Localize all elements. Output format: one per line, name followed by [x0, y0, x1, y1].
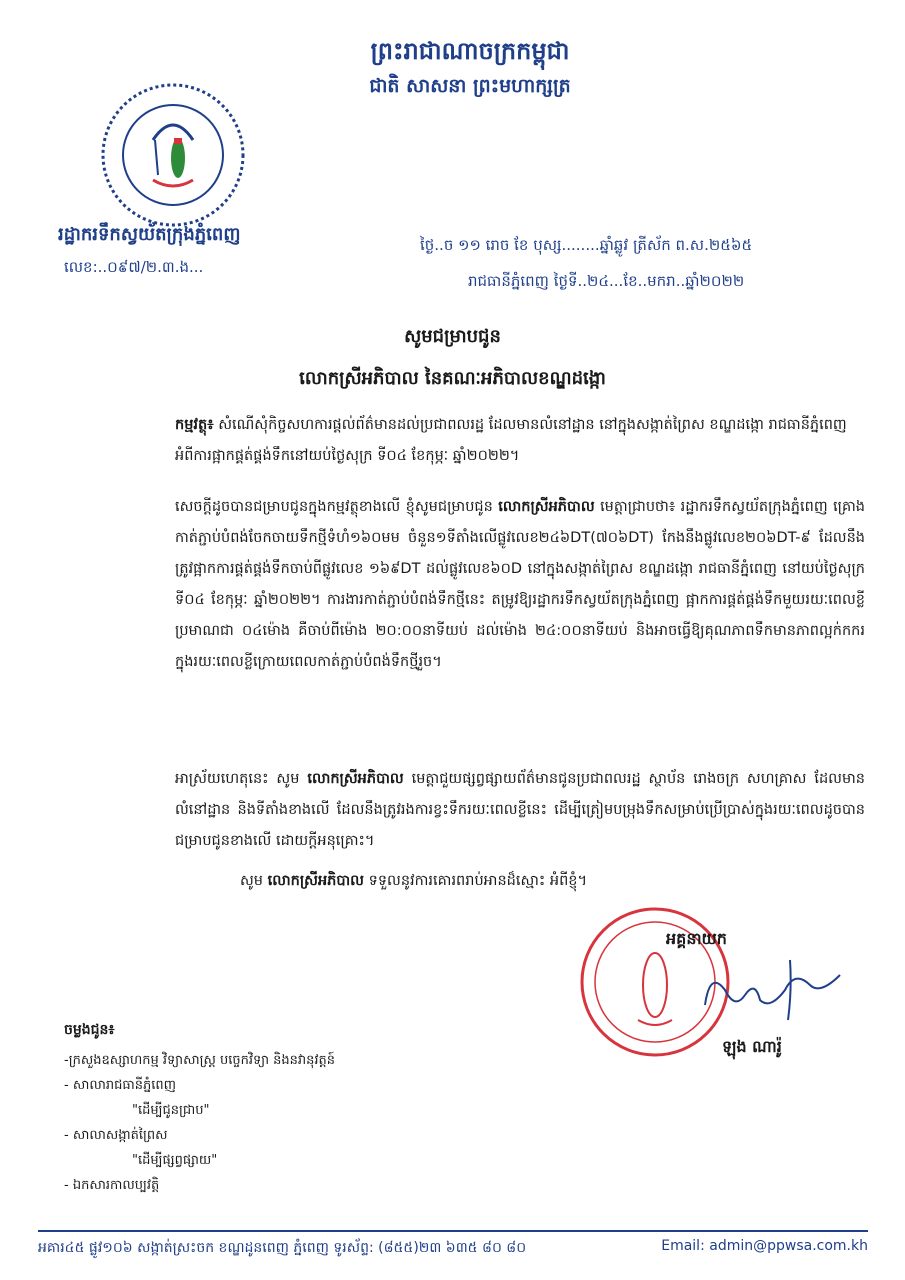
p1-content: មេត្តាជ្រាបថា៖ រដ្ឋាករទឹកស្វយ័តក្រុងភ្នំពេញ គ្រោងកាត់ភ្ជាប់បំពង់ចែកចាយទឹកថ្មីទំហំ១៦០មម ចំនួន១ទីតាំងលើផ្លូវលេខ២៤៦DT(៧០៦DT) កែងនឹងផ្លូវលេខ២០៦DT-៩ ដែលនឹងត្រូវផ្អាកការផ្គត់ផ្គង់ទឹកចាប់ពីផ្លូវលេខ ១៦៩DT ដល់ផ្លូវលេខ៦០D នៅក្នុងសង្កាត់ព្រៃស ខណ្ឌដង្កោ រាជធានីភ្នំពេញ នៅយប់ថ្ងៃសុក្រ ទី០៤ ខែកុម្ភៈ ឆ្នាំ២០២២។ ការងារកាត់ភ្ជាប់បំពង់ទឹកថ្មីនេះ តម្រូវឱ្យរដ្ឋាករទឹកស្វយ័តក្រុងភ្នំពេញ ផ្អាកការផ្គត់ផ្គង់ទឹកមួយរយៈពេលខ្លីប្រមាណជា ០៤ម៉ោង គឺចាប់ពីម៉ោង ២០:០០នាទីយប់ ដល់ម៉ោង ២៤:០០នាទីយប់ និងអាចធ្វើឱ្យគុណភាពទឹកមានភាពល្អក់កករក្នុងរយៈពេលខ្លីក្រោយពេលកាត់ភ្ជាប់បំពង់ទឹកថ្មីរួច។: [175, 499, 865, 670]
footer: [38, 1238, 868, 1259]
p2-intro: អាស្រ័យហេតុនេះ សូម: [175, 771, 308, 787]
solar-date: រាជធានីភ្នំពេញ ថ្ងៃទី..២៤...ខែ..មករា..ឆ្នាំ២០២២: [468, 272, 745, 290]
cc-item-note: "ដើម្បីជូនជ្រាប": [132, 1103, 210, 1118]
organization-name: រដ្ឋាករទឹកស្វយ័តក្រុងភ្នំពេញ: [58, 224, 241, 245]
body-paragraph-1: [175, 492, 865, 678]
p1-governor: លោកស្រីអភិបាល: [498, 499, 595, 515]
cc-item: - ឯកសារកាលប្បវត្តិ: [64, 1178, 160, 1193]
closing-governor: លោកស្រីអភិបាល: [267, 873, 364, 889]
salutation-dear: សូមជម្រាបជូន: [404, 326, 501, 347]
reference-number: លេខ:..០៩៧/២.៣.ង...: [64, 258, 204, 276]
p1-intro: សេចក្តីដូចបានជម្រាបជូនក្នុងកម្មវត្ថុខាងលើ ខ្ញុំសូមជម្រាបជូន: [175, 499, 499, 515]
ppwsa-logo: [98, 80, 248, 230]
closing-line: [240, 866, 860, 897]
signatory-name: ឡុង ណារ៉ូ: [722, 1037, 782, 1056]
subject-text: សំណើសុំកិច្ចសហការផ្តល់ព័ត៌មានដល់ប្រជាពលរដ្ឋ ដែលមានលំនៅដ្ឋាន នៅក្នុងសង្កាត់ព្រៃស ខណ្ឌដង្កោ រាជធានីភ្នំពេញ អំពីការផ្អាកផ្គត់ផ្គង់ទឹកនៅយប់ថ្ងៃសុក្រ ទី០៤ ខែកុម្ភៈ ឆ្នាំ២០២២។: [175, 417, 847, 464]
p2-content: មេត្តាជួយផ្សព្វផ្សាយព័ត៌មានជូនប្រជាពលរដ្ឋ ស្ថាប័ន រោងចក្រ សហគ្រាស ដែលមានលំនៅដ្ឋាន និងទីតាំងខាងលើ ដែលនឹងត្រូវរងការខ្វះទឹករយៈពេលខ្លីនេះ ដើម្បីត្រៀមបម្រុងទឹកសម្រាប់ប្រើប្រាស់ក្នុងរយៈពេលដូចបានជម្រាបជូនខាងលើ ដោយក្តីអនុគ្រោះ។: [175, 771, 865, 849]
p2-governor: លោកស្រីអភិបាល: [307, 771, 404, 787]
closing-intro: សូម: [240, 873, 268, 889]
subject-block: [175, 410, 865, 472]
footer-address: អគារ៤៥ ផ្លូវ១០៦ សង្កាត់ស្រះចក ខណ្ឌដូនពេញ ភ្នំពេញ ទូរស័ព្ទ: (៨៥៥)២៣ ៦៣៥ ៨០ ៨០: [38, 1240, 527, 1256]
national-motto: ជាតិ សាសនា ព្រះមហាក្សត្រ: [369, 75, 571, 97]
footer-divider: [38, 1230, 868, 1232]
footer-email: Email: admin@ppwsa.com.kh: [661, 1238, 868, 1254]
cc-item: - សាលារាជធានីភ្នំពេញ: [64, 1078, 176, 1093]
signatory-title: អគ្គនាយក: [666, 929, 727, 948]
cc-list: [64, 1048, 335, 1198]
body-paragraph-2: [175, 764, 865, 857]
closing-text: ទទួលនូវការគោរពរាប់អានដ៏ស្មោះ អំពីខ្ញុំ។: [364, 873, 588, 889]
recipient: លោកស្រីអភិបាល នៃគណៈអភិបាលខណ្ឌដង្កោ: [299, 368, 606, 389]
kingdom-title: ព្រះរាជាណាចក្រកម្ពុជា: [370, 36, 570, 65]
lunar-date: ថ្ងៃ..ច ១១ រោច ខែ បុស្ស........ឆ្នាំឆ្លូវ ត្រីស័ក ព.ស.២៥៦៥: [420, 236, 753, 254]
cc-title: ចម្លងជូន៖: [64, 1022, 115, 1038]
cc-item-note: "ដើម្បីផ្សព្វផ្សាយ": [132, 1153, 218, 1168]
subject-label: កម្មវត្ថុ៖: [175, 417, 214, 433]
cc-item: - សាលាសង្កាត់ព្រៃស: [64, 1128, 168, 1143]
handwritten-signature: [700, 950, 850, 1030]
cc-item: -ក្រសួងឧស្សាហកម្ម វិទ្យាសាស្ត្រ បច្ចេកវិទ្យា និងនវានុវត្តន៍: [64, 1053, 336, 1068]
